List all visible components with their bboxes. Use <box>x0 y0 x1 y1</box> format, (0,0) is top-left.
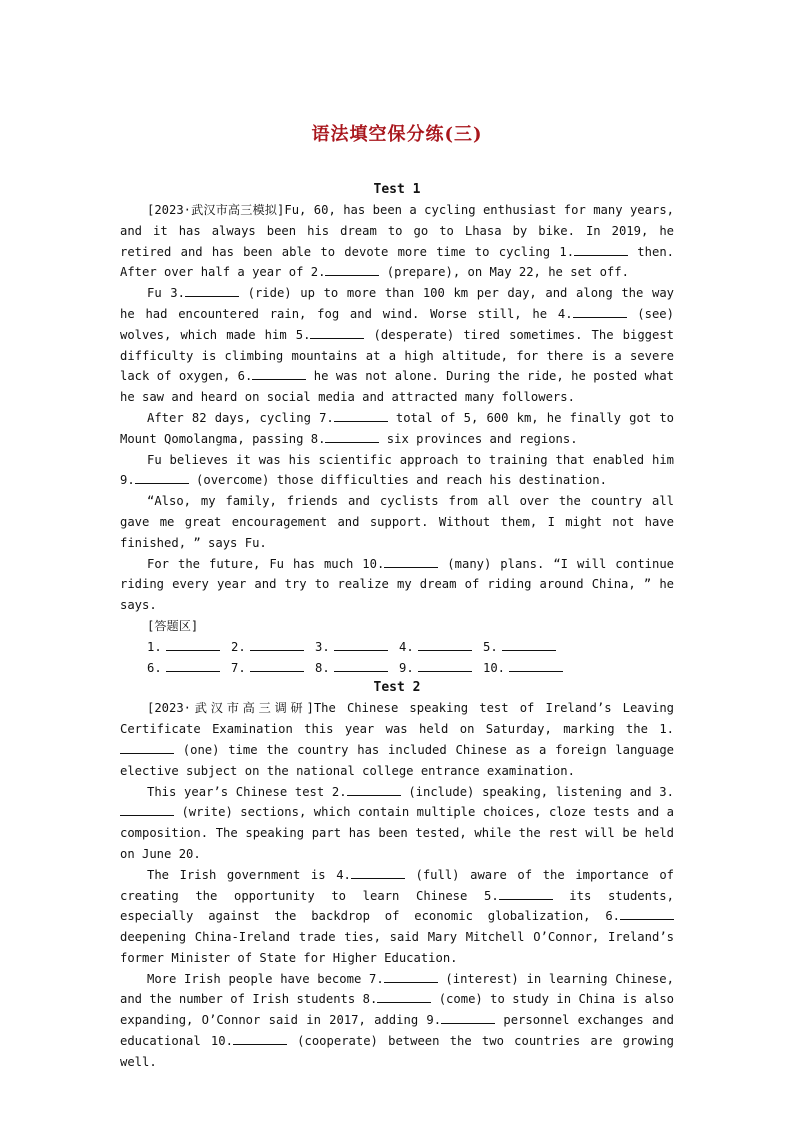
answer-row <box>120 637 674 658</box>
passage-paragraph <box>120 450 674 492</box>
answer-blank[interactable] <box>418 659 472 672</box>
paragraph-text: (many) plans. “I will continue riding every year and try to realize my dream of riding around China, ” he says. <box>120 556 675 613</box>
answer-number: 5. <box>483 639 498 654</box>
answer-blank[interactable] <box>509 659 563 672</box>
answer-cell <box>483 637 567 658</box>
passage-paragraph <box>120 865 674 969</box>
fill-blank[interactable] <box>384 555 438 568</box>
answer-cell <box>147 658 231 679</box>
paragraph-text: (prepare), on May 22, he set off. <box>379 265 629 280</box>
fill-blank[interactable] <box>620 907 674 920</box>
paragraph-text: (overcome) those difficulties and reach his destination. <box>188 473 607 488</box>
paragraph-text: (desperate) tired sometimes. The biggest difficulty is climbing mountains at a high altitude, for there is a severe lack of oxygen, 6. <box>120 327 675 384</box>
answer-cell <box>315 658 399 679</box>
fill-blank[interactable] <box>325 263 379 276</box>
paragraph-text: (write) sections, which contain multiple choices, cloze tests and a composition. The speaking part has been tested, while the rest will be held on June 20. <box>120 805 674 861</box>
answer-blank[interactable] <box>334 638 388 651</box>
fill-blank[interactable] <box>499 887 553 900</box>
answer-blank[interactable] <box>334 659 388 672</box>
passage-paragraph <box>120 283 674 408</box>
tests-container <box>120 180 674 1073</box>
answer-number: 6. <box>147 660 162 675</box>
paragraph-text: Fu believes it was his scientific approach to training that enabled him 9. <box>120 452 674 488</box>
passage-paragraph <box>120 969 674 1073</box>
answer-cell <box>483 658 567 679</box>
fill-blank[interactable] <box>120 803 174 816</box>
answer-blank[interactable] <box>502 638 556 651</box>
paragraph-text: (see) wolves, which made him 5. <box>120 306 674 342</box>
paragraph-text: This year’s Chinese test 2. <box>147 784 347 799</box>
paragraph-text: (interest) in learning Chinese, and the number of Irish students 8. <box>120 971 674 1007</box>
passage-paragraph <box>120 554 674 616</box>
answer-number: 3. <box>315 639 330 654</box>
paragraph-text: “Also, my family, friends and cyclists from all over the country all gave me great encouragement and support. Without them, I might not have finished, ” says Fu. <box>120 494 674 550</box>
answer-cell <box>399 637 483 658</box>
answer-cell <box>315 637 399 658</box>
paragraph-text: its students, especially against the backdrop of economic globalization, 6. <box>120 888 674 924</box>
fill-blank[interactable] <box>310 326 364 339</box>
answer-blank[interactable] <box>166 638 220 651</box>
fill-blank[interactable] <box>573 305 627 318</box>
answer-number: 2. <box>231 639 246 654</box>
answer-row <box>120 658 674 679</box>
fill-blank[interactable] <box>120 741 174 754</box>
answer-number: 4. <box>399 639 414 654</box>
paragraph-text: Fu 3. <box>147 286 185 301</box>
document-page <box>120 120 674 1073</box>
paragraph-text: (cooperate) between the two countries are growing well. <box>120 1034 675 1069</box>
answer-cell <box>231 637 315 658</box>
answer-blank[interactable] <box>418 638 472 651</box>
paragraph-text: (one) time the country has included Chinese as a foreign language elective subject on the national college entrance examination. <box>120 742 674 778</box>
fill-blank[interactable] <box>135 471 189 484</box>
paragraph-text: [2023·武汉市高三模拟]Fu, 60, has been a cycling enthusiast for many years, and it has always been his dream to go to Lhasa by bike. In 2019, he retired and has been able to devote more time to cycling 1. <box>120 203 674 259</box>
paragraph-text: (full) aware of the importance of creating the opportunity to learn Chinese 5. <box>120 867 674 903</box>
paragraph-text: More Irish people have become 7. <box>147 971 384 986</box>
answer-number: 8. <box>315 660 330 675</box>
answer-number: 9. <box>399 660 414 675</box>
passage-paragraph <box>120 408 674 450</box>
test-heading: Test 2 <box>373 680 421 696</box>
fill-blank[interactable] <box>351 866 405 879</box>
passage-paragraph <box>120 200 674 283</box>
fill-blank[interactable] <box>252 367 306 380</box>
answer-number: 1. <box>147 639 162 654</box>
paragraph-text: For the future, Fu has much 10. <box>147 556 385 571</box>
page-title: 语法填空保分练(三) <box>311 124 483 145</box>
test-section <box>120 180 674 678</box>
paragraph-text: six provinces and regions. <box>379 431 578 446</box>
paragraph-text: (include) speaking, listening and 3. <box>400 784 674 799</box>
fill-blank[interactable] <box>325 430 379 443</box>
fill-blank[interactable] <box>441 1011 495 1024</box>
fill-blank[interactable] <box>377 990 431 1003</box>
answer-blank[interactable] <box>250 638 304 651</box>
test-heading: Test 1 <box>373 182 421 197</box>
paragraph-text: (ride) up to more than 100 km per day, and along the way he had encountered rain, fog and wind. Worse still, he 4. <box>120 286 674 321</box>
fill-blank[interactable] <box>185 284 239 297</box>
paragraph-text: [2023·武汉市高三调研]The Chinese speaking test of Ireland’s Leaving Certificate Examination this year was held on Saturday, marking the 1. <box>120 701 674 737</box>
answer-blank[interactable] <box>250 659 304 672</box>
paragraph-text: (come) to study in China is also expanding, O’Connor said in 2017, adding 9. <box>120 992 674 1028</box>
paragraph-text: The Irish government is 4. <box>147 867 351 882</box>
fill-blank[interactable] <box>384 970 438 983</box>
answer-cell <box>147 637 231 658</box>
fill-blank[interactable] <box>233 1032 287 1045</box>
test-section <box>120 678 674 1072</box>
paragraph-text: deepening China-Ireland trade ties, said Mary Mitchell O’Connor, Ireland’s former Minister of State for Higher Education. <box>120 930 674 965</box>
answer-area-label: [答题区] <box>147 618 199 633</box>
fill-blank[interactable] <box>347 783 401 796</box>
paragraph-text: total of 5, 600 km, he finally got to Mount Qomolangma, passing 8. <box>120 410 675 446</box>
answer-cell <box>399 658 483 679</box>
passage-paragraph <box>120 491 674 553</box>
fill-blank[interactable] <box>334 409 388 422</box>
passage-paragraph <box>120 782 674 865</box>
paragraph-text: personnel exchanges and educational 10. <box>120 1013 675 1049</box>
answer-number: 10. <box>483 660 506 675</box>
answer-number: 7. <box>231 660 246 675</box>
fill-blank[interactable] <box>574 243 628 256</box>
paragraph-text: he was not alone. During the ride, he posted what he saw and heard on social media and attracted many followers. <box>120 369 675 405</box>
answer-blank[interactable] <box>166 659 220 672</box>
paragraph-text: then. After over half a year of 2. <box>120 244 674 280</box>
paragraph-text: After 82 days, cycling 7. <box>147 410 334 425</box>
answer-cell <box>231 658 315 679</box>
passage-paragraph <box>120 698 674 781</box>
